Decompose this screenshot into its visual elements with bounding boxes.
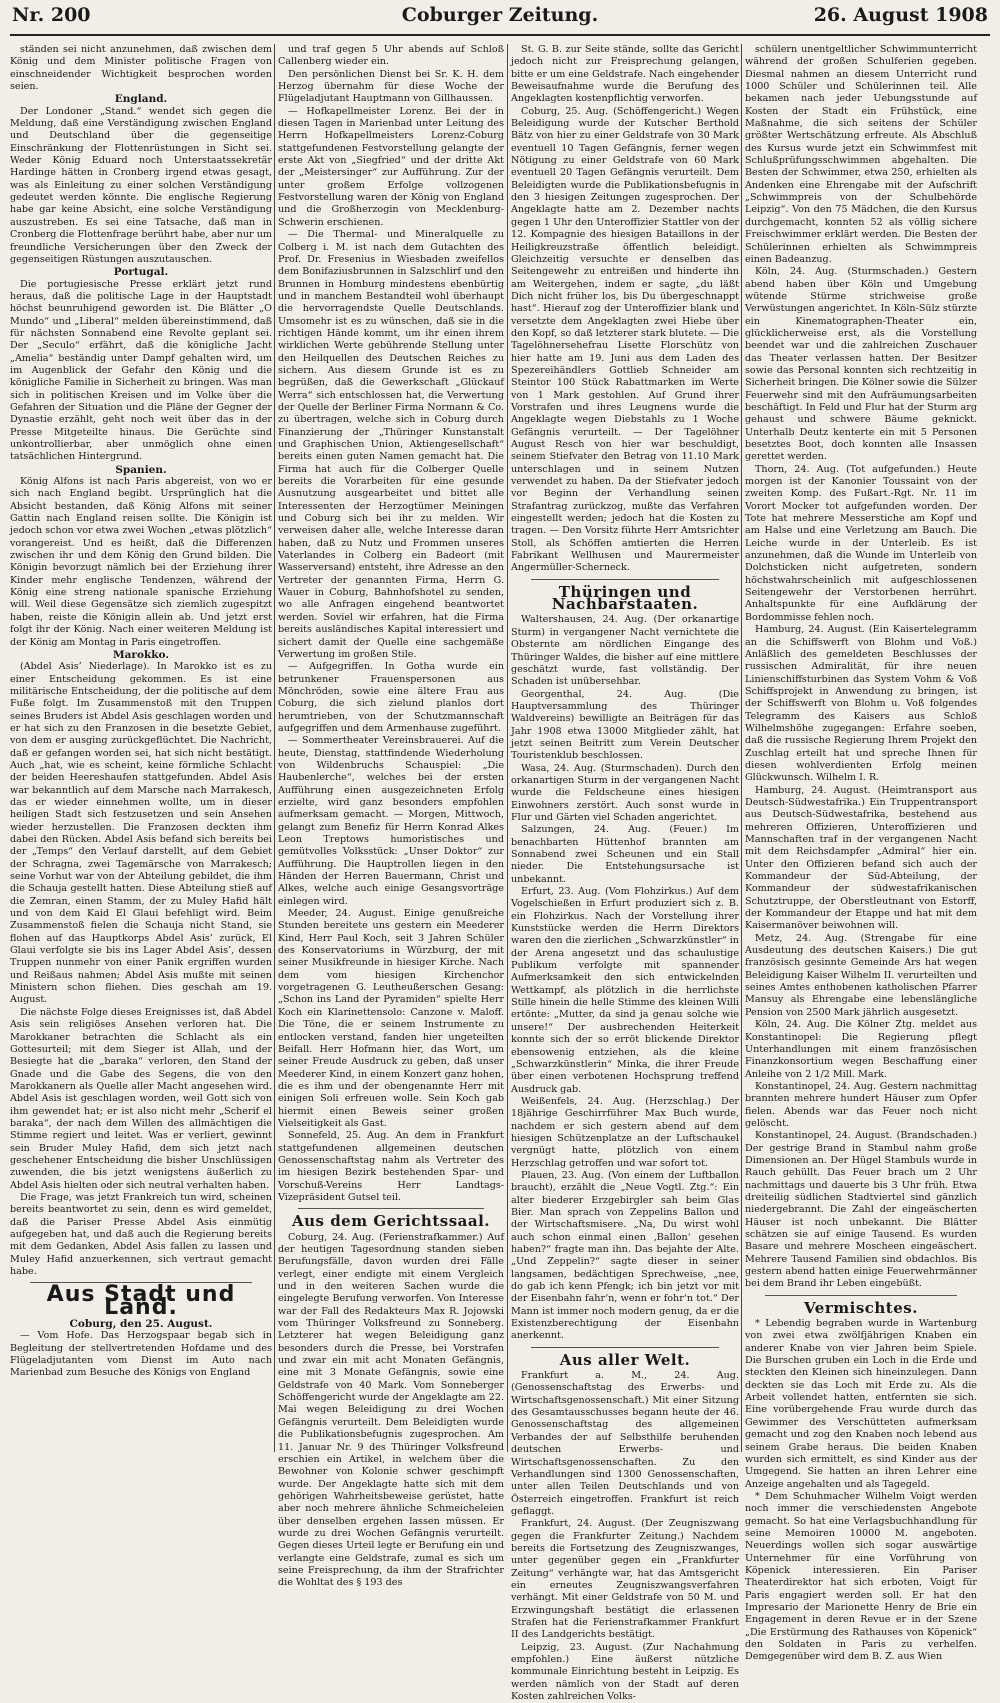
article-paragraph: Hamburg, 24. August. (Heimtransport aus Deutsch-Südwestafrika.) Ein Truppentransport aus Deutsch-Südwestafrika, bestehend aus mehreren Offizieren, Unteroffizieren und Mannschaften traf in der vergangenen Nacht mit dem Reichsdampfer „Admiral“ hier ein. Unter den Offizieren befand sich auch der Kommandeur der Süd-Abteilung, der Kommandeur der südwestafrikanischen Schutztruppe, der Oberstleutnant von Estorff, der Kommandeur der Etappe und hat mit dem Kaisermanöver beiwohnen will. (745, 784, 977, 932)
column-divider (507, 44, 508, 1452)
article-paragraph: Konstantinopel, 24. Aug. Gestern nachmittag brannten mehrere hundert Häuser zum Opfer fielen. Abends war das Feuer noch nicht gelöscht. (745, 1080, 977, 1129)
article-paragraph: Den persönlichen Dienst bei Sr. K. H. dem Herzog übernahm für diese Woche der Flügeladjutant Hauptmann von Gillhaussen. (278, 68, 504, 105)
section-title-gerichtssaal: Aus dem Gerichtssaal. (291, 1212, 490, 1231)
article-paragraph: Die Frage, was jetzt Frankreich tun wird, scheinen bereits beantwortet zu sein, denn es wird gemeldet, daß die Pariser Presse Abdel Asis einmütig aufgegeben hat, und daß auch die Regierung bereits mit dem Gedanken, Abdel Asis fallen zu lassen und Muley Hafid anzuerkennen, sich vertraut gemacht habe. (10, 1191, 272, 1278)
column-divider (741, 44, 742, 1452)
article-paragraph: Salzungen, 24. Aug. (Feuer.) Im benachbarten Hüttenhof brannten am Sonnabend zwei Scheunen und ein Stall nieder. Die Entstehungsursache ist unbekannt. (511, 824, 739, 885)
issue-date: 26. August 1908 (813, 4, 988, 26)
article-paragraph: Konstantinopel, 24. August. (Brandschaden.) Der gestrige Brand in Stambul nahm große Dimensionen an. Der Hügel Stambuls wurde in Rauch gehüllt. Das Feuer brach um 2 Uhr nachmittags und dauerte bis 3 Uhr früh. Etwa dreiteilig südlichen Stadtviertel sind gänzlich niedergebrannt. Die Zahl der eingeäscherten Häuser ist noch unbekannt. Die Blätter schätzen sie auf einige Tausend. Es wurden Basare und mehrere Moscheen eingeäschert. Mehrere Tausend Familien sind obdachlos. Bis gestern abend hatten einige Feuerwehrmänner bei dem Brand ihr Leben eingebüßt. (745, 1130, 977, 1290)
article-paragraph: St. G. B. zur Seite stände, sollte das Gericht jedoch nicht zur Freisprechung gelangen, bitte er um eine Geldstrafe. Nach eingehender Beweisaufnahme wurde die Berufung des Angeklagten kostenpflichtig verworfen. (511, 44, 739, 105)
article-paragraph: Plauen, 23. Aug. (Von einem der Luftballon braucht), erzählt die „Neue Vogtl. Ztg.“: Ein alter biederer Erzgebirgler sah beim Glas Bier. Man sprach von Zeppelins Ballon und der Wirtschaftsmisere. „Na, Du wirst wohl auch schon einmal einen ‚Ballon‘ gesehen haben?“ fragte man ihn. Das bejahte der Alte. „Und Zeppelin?“ sagte dieser in seiner langsamen, bedächtigen Sprechweise, „nee, do gab ich kenn Pfengk; ich bin jetzt vor mit der Eisenbahn fahr‘n, wenn er fohr‘n tot.“ Der Mann ist immer noch modern genug, da er die Existenzberechtigung der Eisenbahn anerkennt. (511, 1169, 739, 1342)
article-paragraph: (Abdel Asis’ Niederlage). In Marokko ist es zu einer Entscheidung gekommen. Es ist eine militärische Entscheidung, der die politische auf dem Fuße folgt. Im Zusammenstoß mit den Truppen seines Bruders ist Abdel Asis geschlagen worden und er hat sich zu den Franzosen in die besetzte Gebiet, von dem er ausging zurückgeflüchtet. Die Nachricht, daß er gefangen worden sei, hat sich nicht bestätigt. Auch „hat, wie es scheint, keine förmliche Schlacht der beiden Heereshaufen stattgefunden. Abdel Asis war bekanntlich auf dem Marsche nach Marrakesch, das er wieder einnehmen wollte, um in dieser heiligen Stadt sich festzusetzen und sein Ansehen wieder herzustellen. Die Franzosen deckten ihm dabei den Rücken. Abdel Asis befand sich bereits bei der „Temps“ den Verlauf darstellt, auf dem Gebiet der Schragna, zwei Tagemärsche von Marrakesch; seine Vorhut war von der Abteilung gebildet, die ihm die Schauja gestellt hatten. Diese Abteilung stieß auf die Zemran, einen Stamm, der zu Muley Hafid hält und von dem Kaid El Glaui befehligt wird. Beim Zusammenstoß fielen die Schauja nicht Stand, sie flohen auf das Hauptkorps Abdel Asis’ zurück, El Glaui verfolgte sie bis ins Lager Abdel Asis’, dessen Truppen nunmehr von einer Panik ergriffen wurden und Reißaus nahmen; Abdel Asis mußte mit seinen Ministern schon fliehen. Dies geschah am 19. August. (10, 661, 272, 1006)
dateline: Coburg, den 25. August. (69, 1318, 213, 1331)
issue-number: Nr. 200 (12, 4, 91, 26)
article-paragraph: — Die Thermal- und Mineralquelle zu Colberg i. M. ist nach dem Gutachten des Prof. Dr. Fresenius in Wiesbaden zweifellos dem Bonifaziusbrunnen in Salzschlirf und den Brunnen in Homburg mindestens ebenbürtig und in manchem Bestandteil wohl überhaupt die hervorragendste Quelle Deutschlands. Umsomehr ist es zu wünschen, daß sie in die richtigen Hände kommt, um ihr einen ihrem wirklichen Werte gebührende Stellung unter den Heilquellen des Deutschen Reiches zu sichern. Aus diesem Grunde ist es zu begrüßen, daß die Gewerkschaft „Glückauf Werra“ sich entschlossen hat, die Verwertung der Quelle der Berliner Firma Normann & Co. zu übertragen, welche sich in Coburg durch Finanzierung der „Thüringer Kunstanstalt und Graphischen Union, Aktiengesellschaft“ bereits einen guten Namen gemacht hat. Die Firma hat auch für die Colberger Quelle bereits die Vorarbeiten für eine gesunde Ausnutzung ausgearbeitet und bittet alle Interessenten der Herzogtümer Meiningen und Coburg sich bei ihr zu melden. Wir verweisen daher alle, welche Interesse daran haben, daß zu Nutz und Frommen unseres Vaterlandes in Colberg ein Badeort (mit Wasserversand) entsteht, ihre Adresse an den Vertreter der genannten Firma, Herrn G. Wauer in Coburg, Bahnhofshotel zu senden, wo alle Anfragen eingehend beantwortet werden. Soviel wir erfahren, hat die Firma bereits ausländisches Kapital interessiert und sichert damit der Quelle eine sachgemäße Verwertung im großen Stile. (278, 229, 504, 660)
article-paragraph: Köln, 24. Aug. (Sturmschaden.) Gestern abend haben über Köln und Umgebung wütende Stürme strichweise große Verwüstungen angerichtet. In Köln-Sülz stürzte ein Kinematographen-Theater ein, glücklicherweise erst, als die Vorstellung beendet war und die zahlreichen Zuschauer das Theater verlassen hatten. Der Besitzer sowie das Personal konnten sich rechtzeitig in Sicherheit bringen. Die Kölner sowie die Sülzer Feuerwehr sind mit den Aufräumungsarbeiten beschäftigt. In Feld und Flur hat der Sturm arg gehaust und schwere Bäume geknickt. Unterhalb Deutz kenterte ein mit 5 Personen besetztes Boot, doch konnten alle Insassen gerettet werden. (745, 266, 977, 463)
article-paragraph: Coburg, 25. Aug. (Schöffengericht.) Wegen Beleidigung wurde der Kutscher Berthold Bätz von hier zu einer Geldstrafe von 30 Mark eventuell 10 Tagen Gefängnis, ferner wegen Nötigung zu einer Geldstrafe von 60 Mark eventuell 20 Tagen Gefängnis verurteilt. Dem Beleidigten wurde die Publikationsbefugnis in den 3 hiesigen Zeitungen zugesprochen. Der Angeklagte hatte am 2. Dezember nachts gegen 1 Uhr den Unteroffizier Stattler von der 12. Kompagnie des hiesigen Bataillons in der Heiligkreuzstraße öffentlich beleidigt. Gleichzeitig versuchte er denselben das Seitengewehr zu entreißen und hinderte ihn am Weitergehen, indem er sagte, „du läßt Dich nicht früher los, bis Du übergeschnappt hast“. Hierauf zog der Unteroffizier blank und versetzte dem Angeklagten zwei Hiebe über den Kopf, so daß letzterer stark blutete. — Die Tagelöhnersehefrau Lisette Florschütz von hier hatte am 19. Juni aus dem Laden des Spezereihändlers Gottlieb Schneider am Steintor 100 Stück Rabattmarken im Werte von 1 Mark gestohlen. Auf Grund ihrer Vorstrafen und ihres Leugnens wurde die Angeklagte wegen Diebstahls zu 1 Woche Gefängnis verurteilt. — Der Tagelöhner August Resch von hier war beschuldigt, seinem Stiefvater den Betrag von 11.10 Mark unterschlagen und in seinem Nutzen verwendet zu haben. Da der Stiefvater jedoch vor Beginn der Verhandlung seinen Strafantrag zurückzog, mußte das Verfahren eingestellt werden; jedoch hat die Kosten zu tragen. — Den Vorsitz führte Herr Amtsrichter Stoll, als Schöffen amtierten die Herren Fabrikant Wellhusen und Maurermeister Angermüller-Scherneck. (511, 105, 739, 574)
article-paragraph: — Aufgegriffen. In Gotha wurde ein betrunkener Frauenspersonen aus Mönchröden, sowie eine ältere Frau aus Coburg, die sich zielund planlos dort herumtrieben, von der Schutzmannschaft aufgegriffen und dem Armenhause zugeführt. (278, 661, 504, 734)
column-divider (274, 44, 275, 1452)
article-paragraph: Wasa, 24. Aug. (Sturmschaden). Durch den orkanartigen Sturm in der vergangenen Nacht wurde die Feldscheune eines hiesigen Einwohners zerstört. Auch sonst wurde in Flur und Gärten viel Schaden angerichtet. (511, 762, 739, 823)
section-heading-spanien: Spanien. (115, 463, 167, 476)
section-title-thueringen: Thüringen und Nachbarstaaten. (551, 582, 699, 614)
article-paragraph: Sonnefeld, 25. Aug. An dem in Frankfurt stattgefundenen allgemeinen deutschen Genossenschaftstag nahm als Vertreter des im hiesigen Bezirk bestehenden Spar- und Vorschuß-Vereins Herr Landtags-Vizepräsident Gutsel teil. (278, 1130, 504, 1203)
article-paragraph: Georgenthal, 24. Aug. (Die Hauptversammlung des Thüringer Waldvereins) bewilligte an Beiträgen für das Jahr 1908 etwa 13000 Mitglieder zählt, hat jetzt seinen Beitritt zum Verein Deutscher Touristenklub beschlossen. (511, 688, 739, 762)
article-paragraph: Waltershausen, 24. Aug. (Der orkanartige Sturm) in vergangener Nacht vernichtete die Obsternte am nördlichen Eingange des Thüringer Waldes, die bisher auf eine mittlere geschätzt wurde, fast vollständig. Der Schaden ist unübersehbar. (511, 614, 739, 688)
article-paragraph: Hamburg, 24. August. (Ein Kaisertelegramm an die Schiffswerft von Blohm und Voß.) Anläßlich des gemeldeten Beschlusses der russischen Admiralität, für ihre neuen Linienschiffsturbinen das System Vohm & Voß Schiffsprojekt in Anwendung zu bringen, ist der Schiffswerft von Blohm u. Voß folgendes Telegramm des Kaisers aus Schloß Wilhelmshöhe zugegangen: Erfahre soeben, daß die russische Regierung Ihrem Projekt den Zuschlag erteilt hat und spreche Ihnen für diesen wohlverdienten Erfolg meinen Glückwunsch. Wilhelm I. R. (745, 624, 977, 784)
article-paragraph: Köln, 24. Aug. Die Kölner Ztg. meldet aus Konstantinopel: Die Regierung pflegt Unterhandlungen mit einem französischen Finanzkonsortium wegen Beschaffung einer Anleihe von 2 1/2 Mill. Mark. (745, 1019, 977, 1080)
article-paragraph: Die nächste Folge dieses Ereignisses ist, daß Abdel Asis sein religiöses Ansehen verloren hat. Die Marokkaner betrachten die Schlacht als ein Gottesurteil; mit dem Sieger ist Allah, und der Besiegte hat die „baraka“ verloren, den Stand der Gnade und die Gabe des Segens, die von den Marokkanern als Quelle aller Macht angesehen wird. Abdel Asis ist geschlagen worden, weil Gott sich von ihm gewendet hat; er ist also nicht mehr „Scherif el baraka“, der nach dem Willen des allmächtigen die Stimme regiert und leitet. Was er verliert, gewinnt sein Bruder Muley Hafid, dem sich jetzt nach geschehener Entscheidung die bisher Unschlüssigen zuwenden, die bis jetzt wenigstens äußerlich zu Abdel Asis hielten oder sich neutral verhalten haben. (10, 1006, 272, 1191)
section-title-stadt-und-land: Aus Stadt und Land. (46, 1282, 236, 1320)
article-paragraph: Coburg, 24. Aug. (Ferienstrafkammer.) Auf der heutigen Tagesordnung standen sieben Berufungsfälle, davon wurden drei Fälle verlegt, einer endigte mit einem Vergleich und in den weiteren Sachen wurde die eingelegte Berufung verworfen. Von Interesse war der Fall des Redakteurs Max R. Jojowski vom Thüringer Volksfreund zu Sonneberg. Letzterer hat wegen Beleidigung ganz besonders durch die Presse, bei Vorstrafen und zwar ein mit acht Monaten Gefängnis, eine mit 3 Monate Gefängnis, sowie eine Geldstrafe von 40 Mark. Vom Sonneberger Schöffengericht wurde der Angeklagte am 22. Mai wegen Beleidigung zu drei Wochen Gefängnis verurteilt. Dem Beleidigten wurde die Publikationsbefugnis zugesprochen. Am 11. Januar Nr. 9 des Thüringer Volksfreund erschien ein Artikel, in welchem über die Bewohner von Kolonie schwer geschimpft wurde. Der Angeklagte hatte sich mit dem gehörigen Wahrheitsbeweise gerüstet, hatte aber noch mehrere ähnliche Schmeicheleien über denselben ergehen lassen müssen. Er wurde zu drei Wochen Gefängnis verurteilt. Gegen dieses Urteil legte er Berufung ein und verlangte eine Geldstrafe, zumal es sich um seine Freisprechung, da ihm der Strafrichter die Wohltat des § 193 des (278, 1231, 504, 1589)
article-paragraph: Thorn, 24. Aug. (Tot aufgefunden.) Heute morgen ist der Kanonier Toussaint von der zweiten Komp. des Fußart.-Rgt. Nr. 11 im Vorort Mocker tot aufgefunden worden. Der Tote hat mehrere Messerstiche am Kopf und am Halse und eine Verletzung am Bauch. Die Leiche wurde in der Unterleib. Es ist anzunehmen, daß die Wunde im Unterleib von Dolchsticken nicht aufgetreten, sondern höchstwahrscheinlich mit aufgeschlossenen Seitengewehr der Verstorbenen herrührt. Anhaltspunkte für eine Aufklärung der Bordommisse fehlen noch. (745, 463, 977, 623)
article-paragraph: — Hofkapellmeister Lorenz. Bei der in diesen Tagen in Marienbad unter Leitung des Herrn Hofkapellmeisters Lorenz-Coburg stattgefundenen Festvorstellung gelangte der erste Akt von „Siegfried“ und der dritte Akt der „Meistersinger“ zur Aufführung. Zur der unter großem Erfolge vollzogenen Festvorstellung waren der König von England und die Großherzogin von Mecklenburg-Schwerin erschienen. (278, 105, 504, 228)
article-paragraph: Der Londoner „Stand.“ wendet sich gegen die Meldung, daß eine Verständigung zwischen England und Deutschland über die gegenseitige Einschränkung der Flottenrüstungen in Sicht sei. Weder König Eduard noch Unterstaatssekretär Hardinge hätten in Cronberg irgend etwas gesagt, was als Einleitung zu einer solchen Verständigung gedeutet werden könnte. Die englische Regierung habe gar keine Absicht, eine solche Verständigung auszustreben. Es sei eine Tatsache, daß man in Cronberg die Flottenfrage berührt habe, aber nur um freundliche Versicherungen über den Zweck der gegenseitigen Rüstungen auszutauschen. (10, 105, 272, 265)
article-paragraph: Die portugiesische Presse erklärt jetzt rund heraus, daß die politische Lage in der Hauptstadt höchst beunruhigend geworden ist. Die Blätter „O Mundo“ und „Liberal“ melden übereinstimmend, daß für nächsten Sonnabend eine Revolte geplant sei. Der „Seculo“ erfährt, daß die königliche Jacht „Amelia“ beständig unter Dampf gehalten wird, um im Augenblick der Gefahr den König und die königliche Familie in Sicherheit zu bringen. Was man sich in politischen Kreisen und im Volke über die Gefahren der Situation und die Pläne der Gegner der Dynastie erzählt, geht noch weit über das in der Presse Mitgeteilte hinaus. Die Gerüchte sind unkontrollierbar, aber unmöglich ohne einen tatsächlichen Hintergrund. (10, 278, 272, 463)
article-paragraph: Frankfurt a. M., 24. Aug. (Genossenschaftstag des Erwerbs- und Wirtschaftsgenossenschaft.) Mit einer Sitzung des Gesamtausschusses begann heute der 46. Genossenschaftstag des allgemeinen Verbandes der auf Selbsthilfe beruhenden deutschen Erwerbs- und Wirtschaftsgenossenschaften. Zu den Verhandlungen sind 1300 Genossenschaften, unter allen Teilen Deutschlands und von Österreich eingetroffen. Frankfurt ist reich geflaggt. (511, 1370, 739, 1517)
article-paragraph: — Sommertheater Vereinsbrauerei. Auf die heute, Dienstag, stattfindende Wiederholung von Wildenbruchs Schauspiel: „Die Haubenlerche“, welches bei der ersten Aufführung einen ausgezeichneten Erfolg erzielte, wird ganz besonders empfohlen aufmerksam gemacht. — Morgen, Mittwoch, gelangt zum Benefiz für Herrn Konrad Alkes Leon Treptows humoristisches und gemütvolles Volksstück: „Unser Doktor“ zur Aufführung. Die Hauptrollen liegen in den Händen der Herren Bauermann, Christ und Alkes, welche auch einige Gesangsvorträge einlegen wird. (278, 735, 504, 907)
article-paragraph: * Lebendig begraben wurde in Wartenburg von zwei etwa zwölfjährigen Knaben ein anderer Knabe von vier Jahren beim Spiele. Die Burschen gruben ein Loch in die Erde und steckten den Kleinen sich hineinzulegen. Dann deckten sie das Loch mit Erde zu. Als die Arbeit vollendet hatten, entfernten sie sich. Eine vorübergehende Frau wurde durch das Gewimmer des Verschütteten aufmerksam gemacht und zog den Knaben noch lebend aus seinem Grabe heraus. Die beiden Knaben wurden sich ermittelt, es sind Kinder aus der Umgegend. Sie hatten an ihren Lehrer eine Anzeige angehalten und als Tagegeld. (745, 1318, 977, 1490)
section-heading-marokko: Marokko. (113, 648, 169, 661)
masthead-rule (10, 34, 990, 36)
article-paragraph: König Alfons ist nach Paris abgereist, von wo er sich nach England begibt. Ursprünglich hat die Absicht bestanden, daß König Alfons mit seiner Gattin nach England reisen sollte. Die Königin ist jedoch schon vor etwa zwei Wochen „etwas plötzlich“ vorangereist. Und es heißt, daß die Differenzen zwischen ihr und dem König den Grund bilden. Die Königin bevorzugt nämlich bei der Erziehung ihrer Kinder mehr englische Tendenzen, während der König eine streng nationale spanische Erziehung will. Weil diese Gegensätze sich ziemlich zugespitzt haben, reiste die Königin allein ab. Und jetzt erst folgt ihr der König. Nach einer weiteren Meldung ist der König am Montag in Paris eingetroffen. (10, 476, 272, 648)
section-rule (765, 1295, 957, 1296)
article-paragraph: Metz, 24. Aug. (Strengabe für eine Ausdeutung des deutschen Kaisers.) Die gut französisch gesinnte Gemeinde Ars hat wegen Beleidigung Kaiser Wilhelm II. verurteilten und seines Amtes enthobenen katholischen Pfarrer Mansuy als Ehrengabe eine lebenslängliche Pension von 2500 Mark jährlich ausgesetzt. (745, 932, 977, 1018)
section-heading-england: England. (114, 93, 168, 106)
column-2 (278, 44, 504, 1589)
article-paragraph: * Dem Schuhmacher Wilhelm Voigt werden noch immer die verschiedensten Angebote gemacht. So hat eine Verlagsbuchhandlung für seine Memoiren 10000 M. angeboten. Neuerdings wollen sich sogar auswärtige Unternehmer für eine Vorführung von Köpenick interessieren. Ein Pariser Theaterdirektor hat sich erboten, Voigt für Paris engagiert werden soll. Er hat den Impresario der Marionette Henry de Brie ein Engagement in deren Revue er in der Szene „Die Erstürmung des Rathauses von Köpenick“ den Soldaten in Paris zu verhelfen. Demgegenüber wird dem B. Z. aus Wien (745, 1490, 977, 1663)
article-paragraph: Leipzig, 23. August. (Zur Nachahmung empfohlen.) Eine äußerst nützliche kommunale Einrichtung besteht in Leipzig. Es werden nämlich von der Stadt auf deren Kosten zahlreichen Volks- (511, 1641, 739, 1703)
column-4 (745, 44, 977, 1663)
newspaper-title: Coburger Zeitung. (401, 4, 599, 26)
column-3 (511, 44, 739, 1703)
section-rule (298, 1208, 484, 1209)
article-paragraph: Erfurt, 23. Aug. (Vom Flohzirkus.) Auf dem Vogelschießen in Erfurt produziert sich z. B. ein Flohzirkus. Nach der Vorstellung ihrer Kunststücke werden die Herrn Direktors waren den die zierlichen „Schwarzkünstler“ in der Arena angesetzt und das schaulustige Publikum verfolgte mit spannender Aufmerksamkeit den sich entwickelnden Wettkampf, als plötzlich in die herrlichste Stille hinein die helle Stimme des kleinen Willi ertönte: „Mutter, da sind ja genau solche wie unsere!“ Der ausbrechenden Heiterkeit konnte sich der so erröt blickende Direktor ebensowenig entziehen, als die kleine „Schwarzkünstlerin“ Minka, die ihrer Freude über einen verbotenen Hochsprung treffend Ausdruck gab. (511, 886, 739, 1095)
article-paragraph: und traf gegen 5 Uhr abends auf Schloß Callenberg wieder ein. (278, 44, 504, 68)
article-paragraph: Meeder, 24. August. Einige genußreiche Stunden bereitete uns gestern ein Meederer Kind, Herr Paul Koch, seit 3 Jahren Schüler des Konservatoriums in Würzburg, der mit seiner Musikfreunde in hiesiger Kirche. Nach dem vom hiesigen Kirchenchor vorgetragenen G. Leutheußerschen Gesang: „Schon ins Land der Pyramiden“ spielte Herr Koch ein Klarinettensolo: Canzone v. Maloff. Die Töne, die er seinem Instrumente zu entlocken verstand, fanden hier ungeteilten Beifall. Herr Hofmann hier, das Wort, um seiner Freude Ausdruck zu geben, daß unser Meederer Kind, in einem Konzert ganz hohen, die es ihm und der obengenannte Herr mit einigen Soli erfreuen wolle. Sein Koch gab hiermit einen Beweis seiner großen Vielseitigkeit als Gast. (278, 908, 504, 1129)
section-title-vermischtes: Vermischtes. (804, 1298, 918, 1317)
section-title-aus-aller-welt: Aus aller Welt. (559, 1350, 691, 1369)
column-1 (10, 44, 272, 1454)
article-paragraph: schülern unentgeltlicher Schwimmunterricht während der großen Schulferien gegeben. Diesmal nahmen an diesem Unterricht rund 1000 Schüler und Schülerinnen teil. Alle bekamen nach jeder Uebungsstunde auf Kosten der Stadt ein Frühstück, eine Maßnahme, die sich seitens der Schüler größter Wertschätzung erfreute. Als Abschluß des Kursus wurde jetzt ein Schwimmfest mit Schlußprüfungsschwimmen abgehalten. Die Besten der Schwimmer, etwa 250, erhielten als Andenken eine Ehrengabe mit der Aufschrift „Schwimmpreis von der Schulbehörde Leipzig“. Von den 75 Mädchen, die den Kursus durchgemacht, konnten 52 als völlig sichere Freischwimmer erklärt werden. Die Besten der Schülerinnen erhielten als Schwimmpreis einen Badeanzug. (745, 44, 977, 265)
section-heading-portugal: Portugal. (113, 266, 169, 279)
article-paragraph: ständen sei nicht anzunehmen, daß zwischen dem König und dem Minister politische Fragen von einschneidender Wichtigkeit besprochen worden seien. (10, 44, 272, 93)
article-paragraph: Weißenfels, 24. Aug. (Herzschlag.) Der 18jährige Geschirrführer Max Buch wurde, nachdem er sich gestern abend auf dem hiesigen Schützenplatze an der Luftschaukel vergnügt hatte, plötzlich von einem Herzschlag getroffen und war sofort tot. (511, 1095, 739, 1169)
section-rule (531, 579, 719, 580)
section-rule (531, 1347, 719, 1348)
article-paragraph: — Vom Hofe. Das Herzogspaar begab sich in Begleitung der stellvertretenden Hofdame und des Flügeladjutanten vom Dienst im Auto nach Marienbad zum Besuche des Königs von England (10, 1330, 272, 1379)
article-paragraph: Frankfurt, 24. August. (Der Zeugniszwang gegen die Frankfurter Zeitung.) Nachdem bereits die Fortsetzung des Zeugniszwanges, unter gegenüber gegen ein „Frankfurter Zeitung“ verhängte war, hat das Amtsgericht ein erneutes Zeugniszwangsverfahren verhängt. Mit einer Geldstrafe von 50 M. und Erzwingungshaft bestätigt die erlassenen Strafen hat die Ferienstrafkammer Frankfurt II des Landgerichts bestätigt. (511, 1518, 739, 1641)
